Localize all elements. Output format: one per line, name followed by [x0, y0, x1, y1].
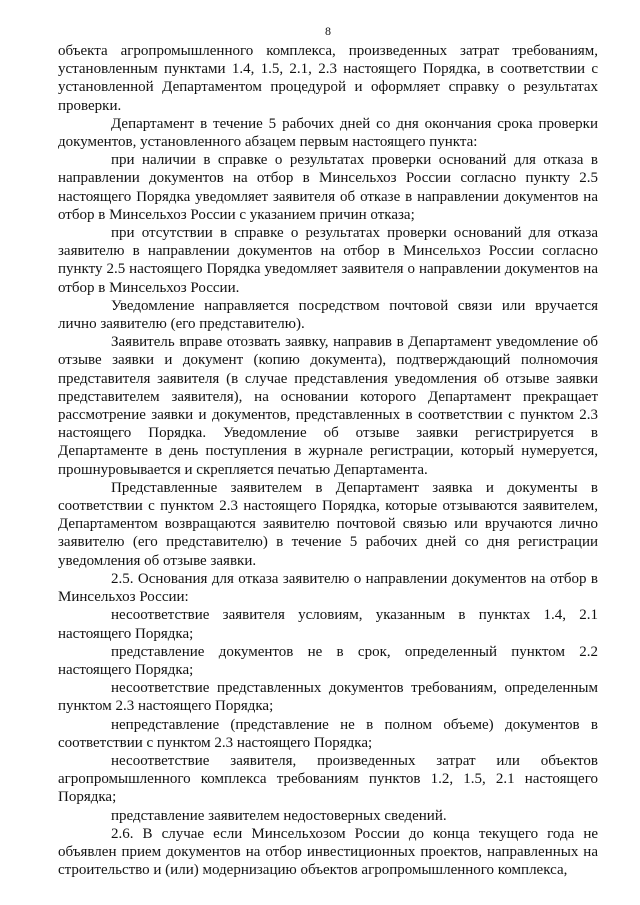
- paragraph: при отсутствии в справке о результатах проверки оснований для отказа заявителю в направлении документов на отбор в Минсельхоз России согласно пункту 2.5 настоящего Порядка уведомляет заявителя о направлении документов на отбор в Минсельхоз России.: [58, 225, 598, 296]
- list-item: непредставление (представление не в полном объеме) документов в соответствии с пунктом 2.3 настоящего Порядка;: [58, 716, 598, 751]
- list-item: несоответствие заявителя, произведенных затрат или объектов агропромышленного комплекса требованиям пунктов 1.2, 1.5, 2.1 настоящего Порядка;: [58, 752, 598, 806]
- section-heading-2-5: 2.5. Основания для отказа заявителю о направлении документов на отбор в Минсельхоз России:: [58, 570, 598, 606]
- paragraph: объекта агропромышленного комплекса, произведенных затрат требованиям, установленным пунктами 1.4, 1.5, 2.1, 2.3 настоящего Порядка, в соответствии с установленной Департаментом процедурой и оформляет справку о результатах проверки.: [58, 43, 598, 114]
- section-2-6-paragraph: 2.6. В случае если Минсельхозом России до конца текущего года не объявлен прием документов на отбор инвестиционных проектов, направленных на строительство и (или) модернизацию объектов агропромышленного комплекса,: [58, 825, 598, 879]
- paragraph: Департамент в течение 5 рабочих дней со дня окончания срока проверки документов, установленного абзацем первым настоящего пункта:: [58, 115, 598, 151]
- list-item: несоответствие представленных документов требованиям, определенным пунктом 2.3 настоящего Порядка;: [58, 680, 598, 715]
- page-number: 8: [325, 24, 331, 38]
- list-item: представление заявителем недостоверных сведений.: [111, 807, 447, 824]
- paragraph: при наличии в справке о результатах проверки оснований для отказа в направлении документов на отбор в Минсельхоз России согласно пункту 2.5 настоящего Порядка уведомляет заявителя об отказе в направлении документов на отбор в Минсельхоз России с указанием причин отказа;: [58, 152, 598, 223]
- paragraph: Уведомление направляется посредством почтовой связи или вручается лично заявителю (его представителю).: [58, 297, 598, 333]
- list-item: представление документов не в срок, определенный пунктом 2.2 настоящего Порядка;: [58, 643, 598, 678]
- paragraph: Представленные заявителем в Департамент заявка и документы в соответствии с пунктом 2.3 настоящего Порядка, которые отзываются заявителем, Департаментом возвращаются заявителю почтовой связью или вручаются лично заявителю (его представителю) в течение 5 рабочих дней со дня регистрации уведомления об отзыве заявки.: [58, 479, 598, 569]
- paragraph: Заявитель вправе отозвать заявку, направив в Департамент уведомление об отзыве заявки и документ (копию документа), подтверждающий полномочия представителя заявителя (в случае представления уведомления об отзыве заявки представителем заявителя), на основании которого Департамент прекращает рассмотрение заявки и документов, представленных в соответствии с пунктом 2.3 настоящего Порядка. Уведомление об отзыве заявки регистрируется в Департаменте в день поступления в журнале регистрации, который нумеруется, прошнуровывается и скрепляется печатью Департамента.: [58, 334, 598, 478]
- list-item: несоответствие заявителя условиям, указанным в пунктах 1.4, 2.1 настоящего Порядка;: [58, 607, 598, 642]
